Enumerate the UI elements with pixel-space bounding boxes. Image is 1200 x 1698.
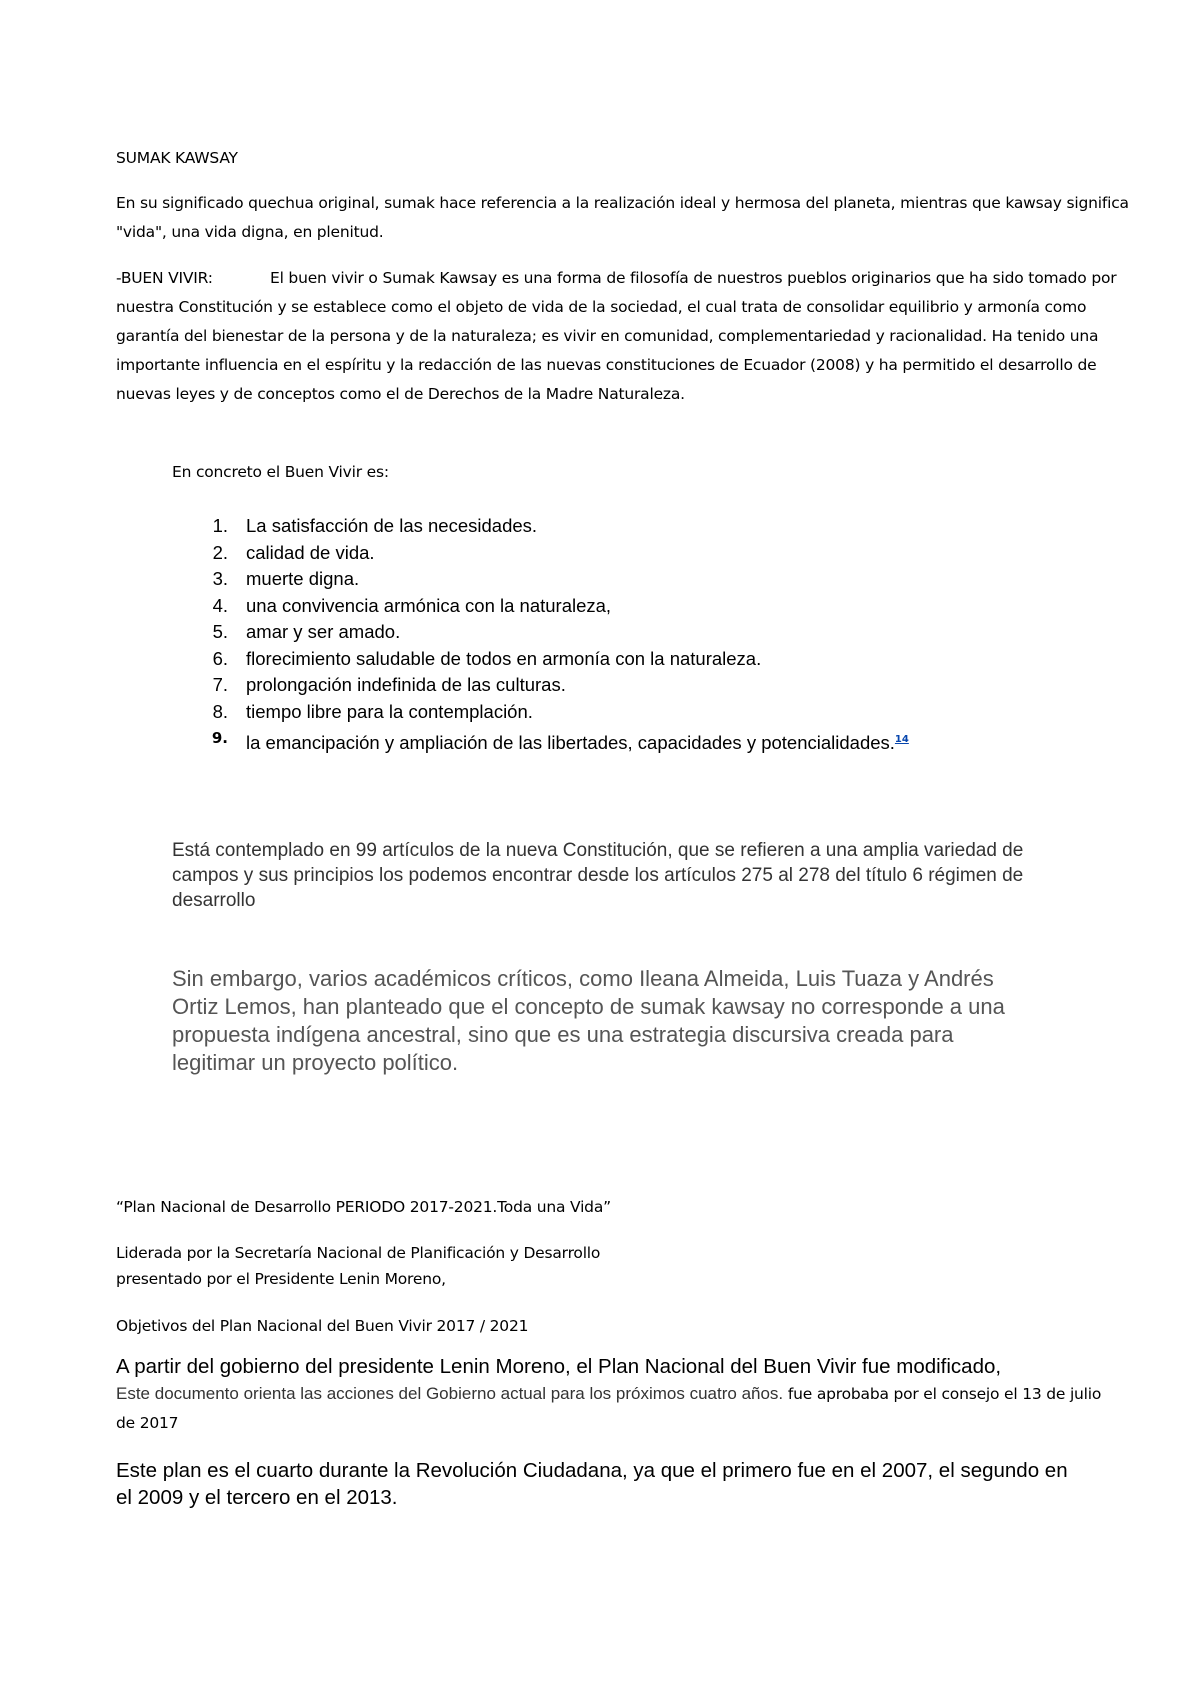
list-number: 4.: [212, 594, 228, 616]
list-item: [188, 566, 909, 593]
list-item-text: florecimiento saludable de todos en armonía con la naturaleza.: [246, 647, 762, 669]
plan-title: “Plan Nacional de Desarrollo PERIODO 2017-2021.Toda una Vida”: [116, 1198, 611, 1216]
list-number: 6.: [212, 647, 228, 669]
list-number: 7.: [212, 674, 228, 695]
modification-paragraph: [116, 1353, 1116, 1438]
constitution-paragraph: Está contemplado en 99 artículos de la nueva Constitución, que se refieren a una amplia variedad de campos y sus principios los podemos encontrar desde los artículos 275 al 278 del título 6 régimen de desarrollo: [172, 840, 1024, 911]
concrete-intro: En concreto el Buen Vivir es:: [172, 463, 389, 481]
critics-paragraph: Sin embargo, varios académicos críticos, como Ileana Almeida, Luis Tuaza y Andrés Ortiz Lemos, han planteado que el concepto de sumak kawsay no corresponde a una propuesta indígena ancestral, sino que es una estrategia discursiva creada para legitimar un proyecto político.: [172, 966, 1005, 1075]
list-item: [188, 725, 909, 757]
buen-vivir-text: El buen vivir o Sumak Kawsay es una forma de filosofía de nuestros pueblos originarios que ha sido tomado por nuestra Constitución y se establece como el objeto de vida de la sociedad, el cual trata de consolidar equilibrio y armonía como garantía del bienestar de la persona y de la naturaleza; es vivir en comunidad, complementariedad y racionalidad. Ha tenido una importante influencia en el espíritu y la redacción de las nuevas constituciones de Ecuador (2008) y ha permitido el desarrollo de nuevas leyes y de conceptos como el de Derechos de la Madre Naturaleza.: [116, 269, 1117, 403]
list-item-text: muerte digna.: [246, 568, 360, 589]
footnote-link[interactable]: 14: [894, 734, 909, 745]
list-item-text: La satisfacción de las necesidades.: [246, 515, 538, 536]
list-item: [188, 593, 909, 620]
list-number: 1.: [212, 515, 228, 536]
plan-lead-line1: Liderada por la Secretaría Nacional de Planificación y Desarrollo: [116, 1244, 601, 1262]
buen-vivir-label: -BUEN VIVIR:: [116, 269, 213, 287]
list-item: [188, 699, 909, 726]
list-item-text: calidad de vida.: [246, 541, 375, 563]
list-item: [188, 646, 909, 673]
objectives-title: Objetivos del Plan Nacional del Buen Vivir 2017 / 2021: [116, 1317, 529, 1335]
modified-line: A partir del gobierno del presidente Lenin Moreno, el Plan Nacional del Buen Vivir fue modificado,: [116, 1355, 1002, 1378]
list-item-text: la emancipación y ampliación de las libertades, capacidades y potencialidades.: [246, 732, 895, 754]
intro-paragraph: En su significado quechua original, sumak hace referencia a la realización ideal y hermosa del planeta, mientras que kawsay significa "vida", una vida digna, en plenitud.: [116, 194, 1129, 241]
document-line: Este documento orienta las acciones del Gobierno actual para los próximos cuatro años.: [116, 1384, 784, 1403]
list-number: 2.: [212, 541, 228, 563]
document-heading: SUMAK KAWSAY: [116, 149, 238, 167]
list-item-text: tiempo libre para la contemplación.: [246, 700, 533, 722]
list-number: 3.: [212, 568, 228, 589]
list-number: 9.: [211, 729, 228, 747]
list-item: [188, 619, 909, 646]
plan-lead: [116, 1240, 600, 1292]
list-item: [188, 513, 909, 540]
list-item: [188, 672, 909, 699]
list-item-text: prolongación indefinida de las culturas.: [246, 674, 566, 695]
list-number: 5.: [212, 621, 228, 642]
list-item-text: amar y ser amado.: [246, 621, 401, 642]
plan-lead-line2: presentado por el Presidente Lenin Moreno,: [116, 1270, 446, 1288]
list-number: 8.: [212, 700, 228, 722]
buen-vivir-paragraph: [116, 264, 1146, 409]
list-item: [188, 540, 909, 567]
list-item-text: una convivencia armónica con la naturaleza,: [246, 594, 612, 616]
buen-vivir-list: [188, 513, 909, 757]
approved-line: fue aprobaba por el consejo el 13 de julio de 2017: [116, 1385, 1102, 1432]
fourth-plan-paragraph: Este plan es el cuarto durante la Revolución Ciudadana, ya que el primero fue en el 2007, el segundo en el 2009 y el tercero en el 2013.: [116, 1459, 1068, 1509]
